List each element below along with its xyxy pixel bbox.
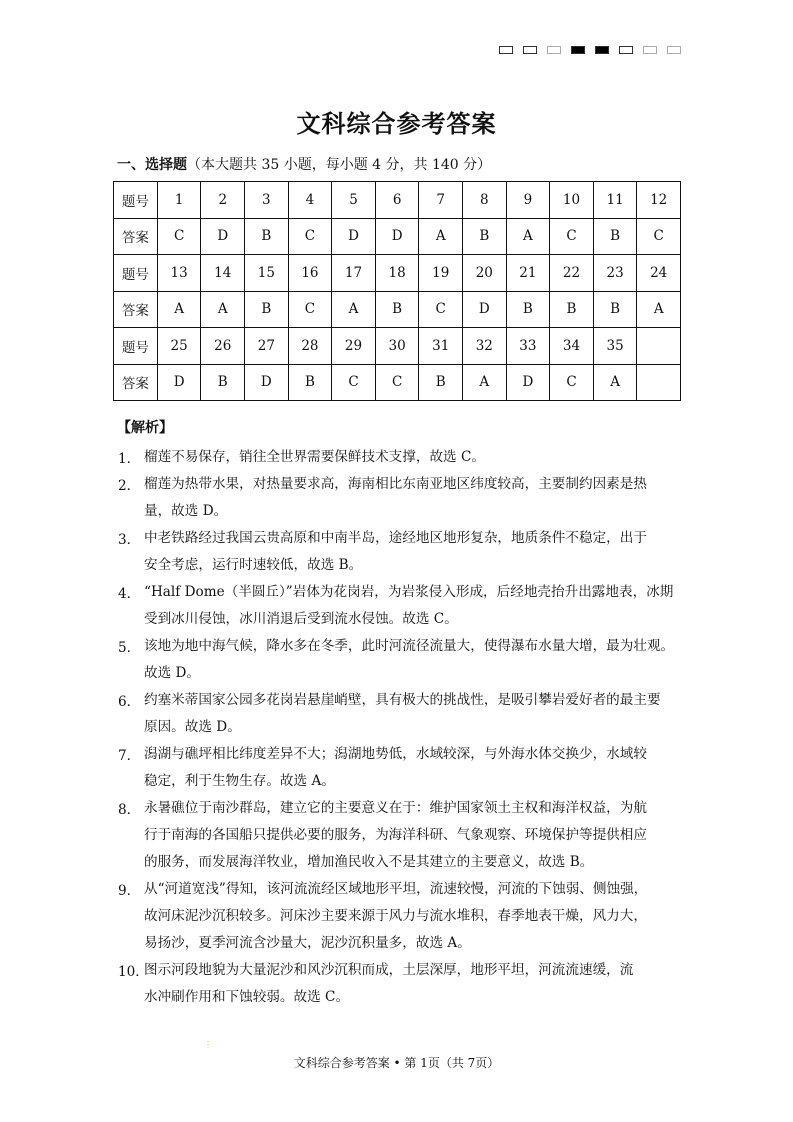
table-row bbox=[114, 182, 681, 219]
table-cell: 23 bbox=[593, 255, 637, 292]
explanation-line: 榴莲不易保存，销往全世界需要保鲜技术支撑，故选 C。 bbox=[144, 449, 485, 465]
table-cell: B bbox=[245, 291, 289, 328]
explanation-line: 受到冰川侵蚀，冰川消退后受到流水侵蚀。故选 C。 bbox=[144, 611, 458, 627]
explanation-item bbox=[118, 960, 688, 1014]
header-marks bbox=[499, 46, 681, 54]
explanation-line: 行于南海的各国船只提供必要的服务，为海洋科研、气象观察、环境保护等提供相应 bbox=[144, 827, 647, 843]
table-cell: C bbox=[332, 364, 376, 401]
explanation-item bbox=[118, 879, 688, 960]
table-cell: D bbox=[332, 218, 376, 255]
explanation-line: 该地为地中海气候，降水多在冬季，此时河流径流量大，使得瀑布水量大增，最为壮观。 bbox=[144, 638, 675, 654]
mark-box bbox=[547, 46, 561, 54]
table-cell: B bbox=[550, 291, 594, 328]
table-cell: 5 bbox=[332, 182, 376, 219]
table-cell: 26 bbox=[201, 328, 245, 365]
explanation-line: 故选 D。 bbox=[144, 665, 201, 681]
table-cell: 8 bbox=[463, 182, 507, 219]
table-cell: C bbox=[288, 218, 332, 255]
explanation-line: 从“河道宽浅”得知，该河流流经区域地形平坦，流速较慢，河流的下蚀弱、侧蚀强， bbox=[144, 881, 648, 897]
table-cell: 10 bbox=[550, 182, 594, 219]
table-cell: C bbox=[550, 364, 594, 401]
explanation-line: 易扬沙，夏季河流含沙量大，泥沙沉积量多，故选 A。 bbox=[144, 935, 471, 951]
table-cell: B bbox=[463, 218, 507, 255]
table-cell: 32 bbox=[463, 328, 507, 365]
item-number: 5． bbox=[118, 640, 141, 656]
explanation-item bbox=[118, 690, 688, 744]
mark-box-filled bbox=[595, 46, 609, 54]
table-cell: A bbox=[506, 218, 550, 255]
explanation-item bbox=[118, 582, 688, 636]
table-row bbox=[114, 218, 681, 255]
row-header-cell: 答案 bbox=[114, 364, 158, 401]
table-cell: C bbox=[157, 218, 201, 255]
table-row bbox=[114, 291, 681, 328]
table-cell: 20 bbox=[463, 255, 507, 292]
table-row bbox=[114, 328, 681, 365]
mark-box bbox=[499, 46, 513, 54]
table-cell: D bbox=[463, 291, 507, 328]
table-cell: 28 bbox=[288, 328, 332, 365]
table-row bbox=[114, 255, 681, 292]
section-label: 一、选择题 bbox=[117, 157, 187, 173]
mark-box bbox=[643, 46, 657, 54]
table-cell: B bbox=[375, 291, 419, 328]
table-cell: 7 bbox=[419, 182, 463, 219]
explanation-line: 安全考虑，运行时速较低，故选 B。 bbox=[144, 557, 363, 573]
table-cell: D bbox=[506, 364, 550, 401]
table-cell: 6 bbox=[375, 182, 419, 219]
explanation-item bbox=[118, 447, 688, 474]
table-cell: B bbox=[593, 291, 637, 328]
table-cell: B bbox=[288, 364, 332, 401]
table-cell: B bbox=[419, 364, 463, 401]
explanation-item bbox=[118, 798, 688, 879]
table-cell: D bbox=[157, 364, 201, 401]
table-cell: 11 bbox=[593, 182, 637, 219]
table-cell: A bbox=[463, 364, 507, 401]
page-footer: 文科综合参考答案 • 第 1页（共 7页） bbox=[293, 1056, 500, 1070]
item-number: 10． bbox=[118, 964, 149, 980]
table-cell: A bbox=[332, 291, 376, 328]
table-cell: 16 bbox=[288, 255, 332, 292]
explanation-line: 永暑礁位于南沙群岛，建立它的主要意义在于：维护国家领土主权和海洋权益，为航 bbox=[144, 800, 647, 816]
table-cell: B bbox=[201, 364, 245, 401]
table-cell: 2 bbox=[201, 182, 245, 219]
table-cell: C bbox=[419, 291, 463, 328]
explanation-item bbox=[118, 528, 688, 582]
item-number: 8． bbox=[118, 802, 141, 818]
explanation-list bbox=[118, 447, 688, 1014]
mark-box bbox=[523, 46, 537, 54]
explanation-line: 约塞米蒂国家公园多花岗岩悬崖峭壁，具有极大的挑战性，是吸引攀岩爱好者的最主要 bbox=[144, 692, 661, 708]
explanation-line: 的服务，而发展海洋牧业，增加渔民收入不是其建立的主要意义，故选 B。 bbox=[144, 854, 594, 870]
table-cell: D bbox=[375, 218, 419, 255]
table-cell: 29 bbox=[332, 328, 376, 365]
explanation-line: 原因。故选 D。 bbox=[144, 719, 241, 735]
explanation-line: 图示河段地貌为大量泥沙和风沙沉积而成，土层深厚，地形平坦，河流流速缓，流 bbox=[144, 962, 634, 978]
row-header-cell: 题号 bbox=[114, 182, 158, 219]
section-heading bbox=[117, 154, 491, 174]
table-cell: 24 bbox=[637, 255, 681, 292]
table-cell: 25 bbox=[157, 328, 201, 365]
table-cell: 31 bbox=[419, 328, 463, 365]
table-cell: A bbox=[419, 218, 463, 255]
document-title: 文科综合参考答案 bbox=[296, 109, 497, 138]
table-row bbox=[114, 364, 681, 401]
table-cell: D bbox=[245, 364, 289, 401]
table-cell: 19 bbox=[419, 255, 463, 292]
explanation-line: 故河床泥沙沉积较多。河床沙主要来源于风力与流水堆积，春季地表干燥，风力大， bbox=[144, 908, 647, 924]
table-cell: A bbox=[637, 291, 681, 328]
table-cell bbox=[637, 328, 681, 365]
table-cell: A bbox=[157, 291, 201, 328]
item-number: 6． bbox=[118, 694, 141, 710]
table-cell: 34 bbox=[550, 328, 594, 365]
table-cell: D bbox=[201, 218, 245, 255]
table-cell: B bbox=[593, 218, 637, 255]
table-cell: 13 bbox=[157, 255, 201, 292]
stray-mark: ⋮ bbox=[204, 1040, 212, 1049]
explanation-line: 量，故选 D。 bbox=[144, 503, 228, 519]
explanation-line: 潟湖与礁坪相比纬度差异不大；潟湖地势低，水域较深，与外海水体交换少，水域较 bbox=[144, 746, 647, 762]
table-cell: C bbox=[375, 364, 419, 401]
table-cell: A bbox=[593, 364, 637, 401]
table-cell: 33 bbox=[506, 328, 550, 365]
explanation-line: 榴莲为热带水果，对热量要求高，海南相比东南亚地区纬度较高，主要制约因素是热 bbox=[144, 476, 647, 492]
table-cell: 27 bbox=[245, 328, 289, 365]
table-cell: 35 bbox=[593, 328, 637, 365]
explanation-item bbox=[118, 636, 688, 690]
table-cell: 21 bbox=[506, 255, 550, 292]
table-cell: 14 bbox=[201, 255, 245, 292]
row-header-cell: 答案 bbox=[114, 218, 158, 255]
table-cell: C bbox=[637, 218, 681, 255]
explanation-line: “Half Dome（半圆丘）”岩体为花岗岩，为岩浆侵入形成，后经地壳抬升出露地表，冰期 bbox=[144, 584, 674, 600]
table-cell: 3 bbox=[245, 182, 289, 219]
table-cell: 4 bbox=[288, 182, 332, 219]
explanation-line: 水冲刷作用和下蚀较弱。故选 C。 bbox=[144, 989, 350, 1005]
table-cell: C bbox=[550, 218, 594, 255]
item-number: 4． bbox=[118, 586, 141, 602]
row-header-cell: 题号 bbox=[114, 255, 158, 292]
explanation-line: 中老铁路经过我国云贵高原和中南半岛，途经地区地形复杂，地质条件不稳定，出于 bbox=[144, 530, 647, 546]
item-number: 2． bbox=[118, 478, 141, 494]
item-number: 3． bbox=[118, 532, 141, 548]
table-cell: 1 bbox=[157, 182, 201, 219]
row-header-cell: 答案 bbox=[114, 291, 158, 328]
mark-box-filled bbox=[571, 46, 585, 54]
explanation-line: 稳定，利于生物生存。故选 A。 bbox=[144, 773, 335, 789]
table-cell: 9 bbox=[506, 182, 550, 219]
explanation-item bbox=[118, 474, 688, 528]
row-header-cell: 题号 bbox=[114, 328, 158, 365]
table-cell: B bbox=[506, 291, 550, 328]
section-note: （本大题共 35 小题，每小题 4 分，共 140 分） bbox=[187, 157, 492, 173]
table-cell: B bbox=[245, 218, 289, 255]
item-number: 1． bbox=[118, 451, 141, 467]
table-cell: 22 bbox=[550, 255, 594, 292]
table-cell: 17 bbox=[332, 255, 376, 292]
answer-table bbox=[113, 181, 681, 401]
mark-box bbox=[667, 46, 681, 54]
table-cell: 18 bbox=[375, 255, 419, 292]
table-cell bbox=[637, 364, 681, 401]
table-cell: 12 bbox=[637, 182, 681, 219]
table-cell: C bbox=[288, 291, 332, 328]
analysis-heading: 【解析】 bbox=[117, 420, 173, 436]
explanation-item bbox=[118, 744, 688, 798]
table-cell: A bbox=[201, 291, 245, 328]
item-number: 7． bbox=[118, 748, 141, 764]
mark-box bbox=[619, 46, 633, 54]
item-number: 9． bbox=[118, 883, 141, 899]
table-cell: 30 bbox=[375, 328, 419, 365]
table-cell: 15 bbox=[245, 255, 289, 292]
